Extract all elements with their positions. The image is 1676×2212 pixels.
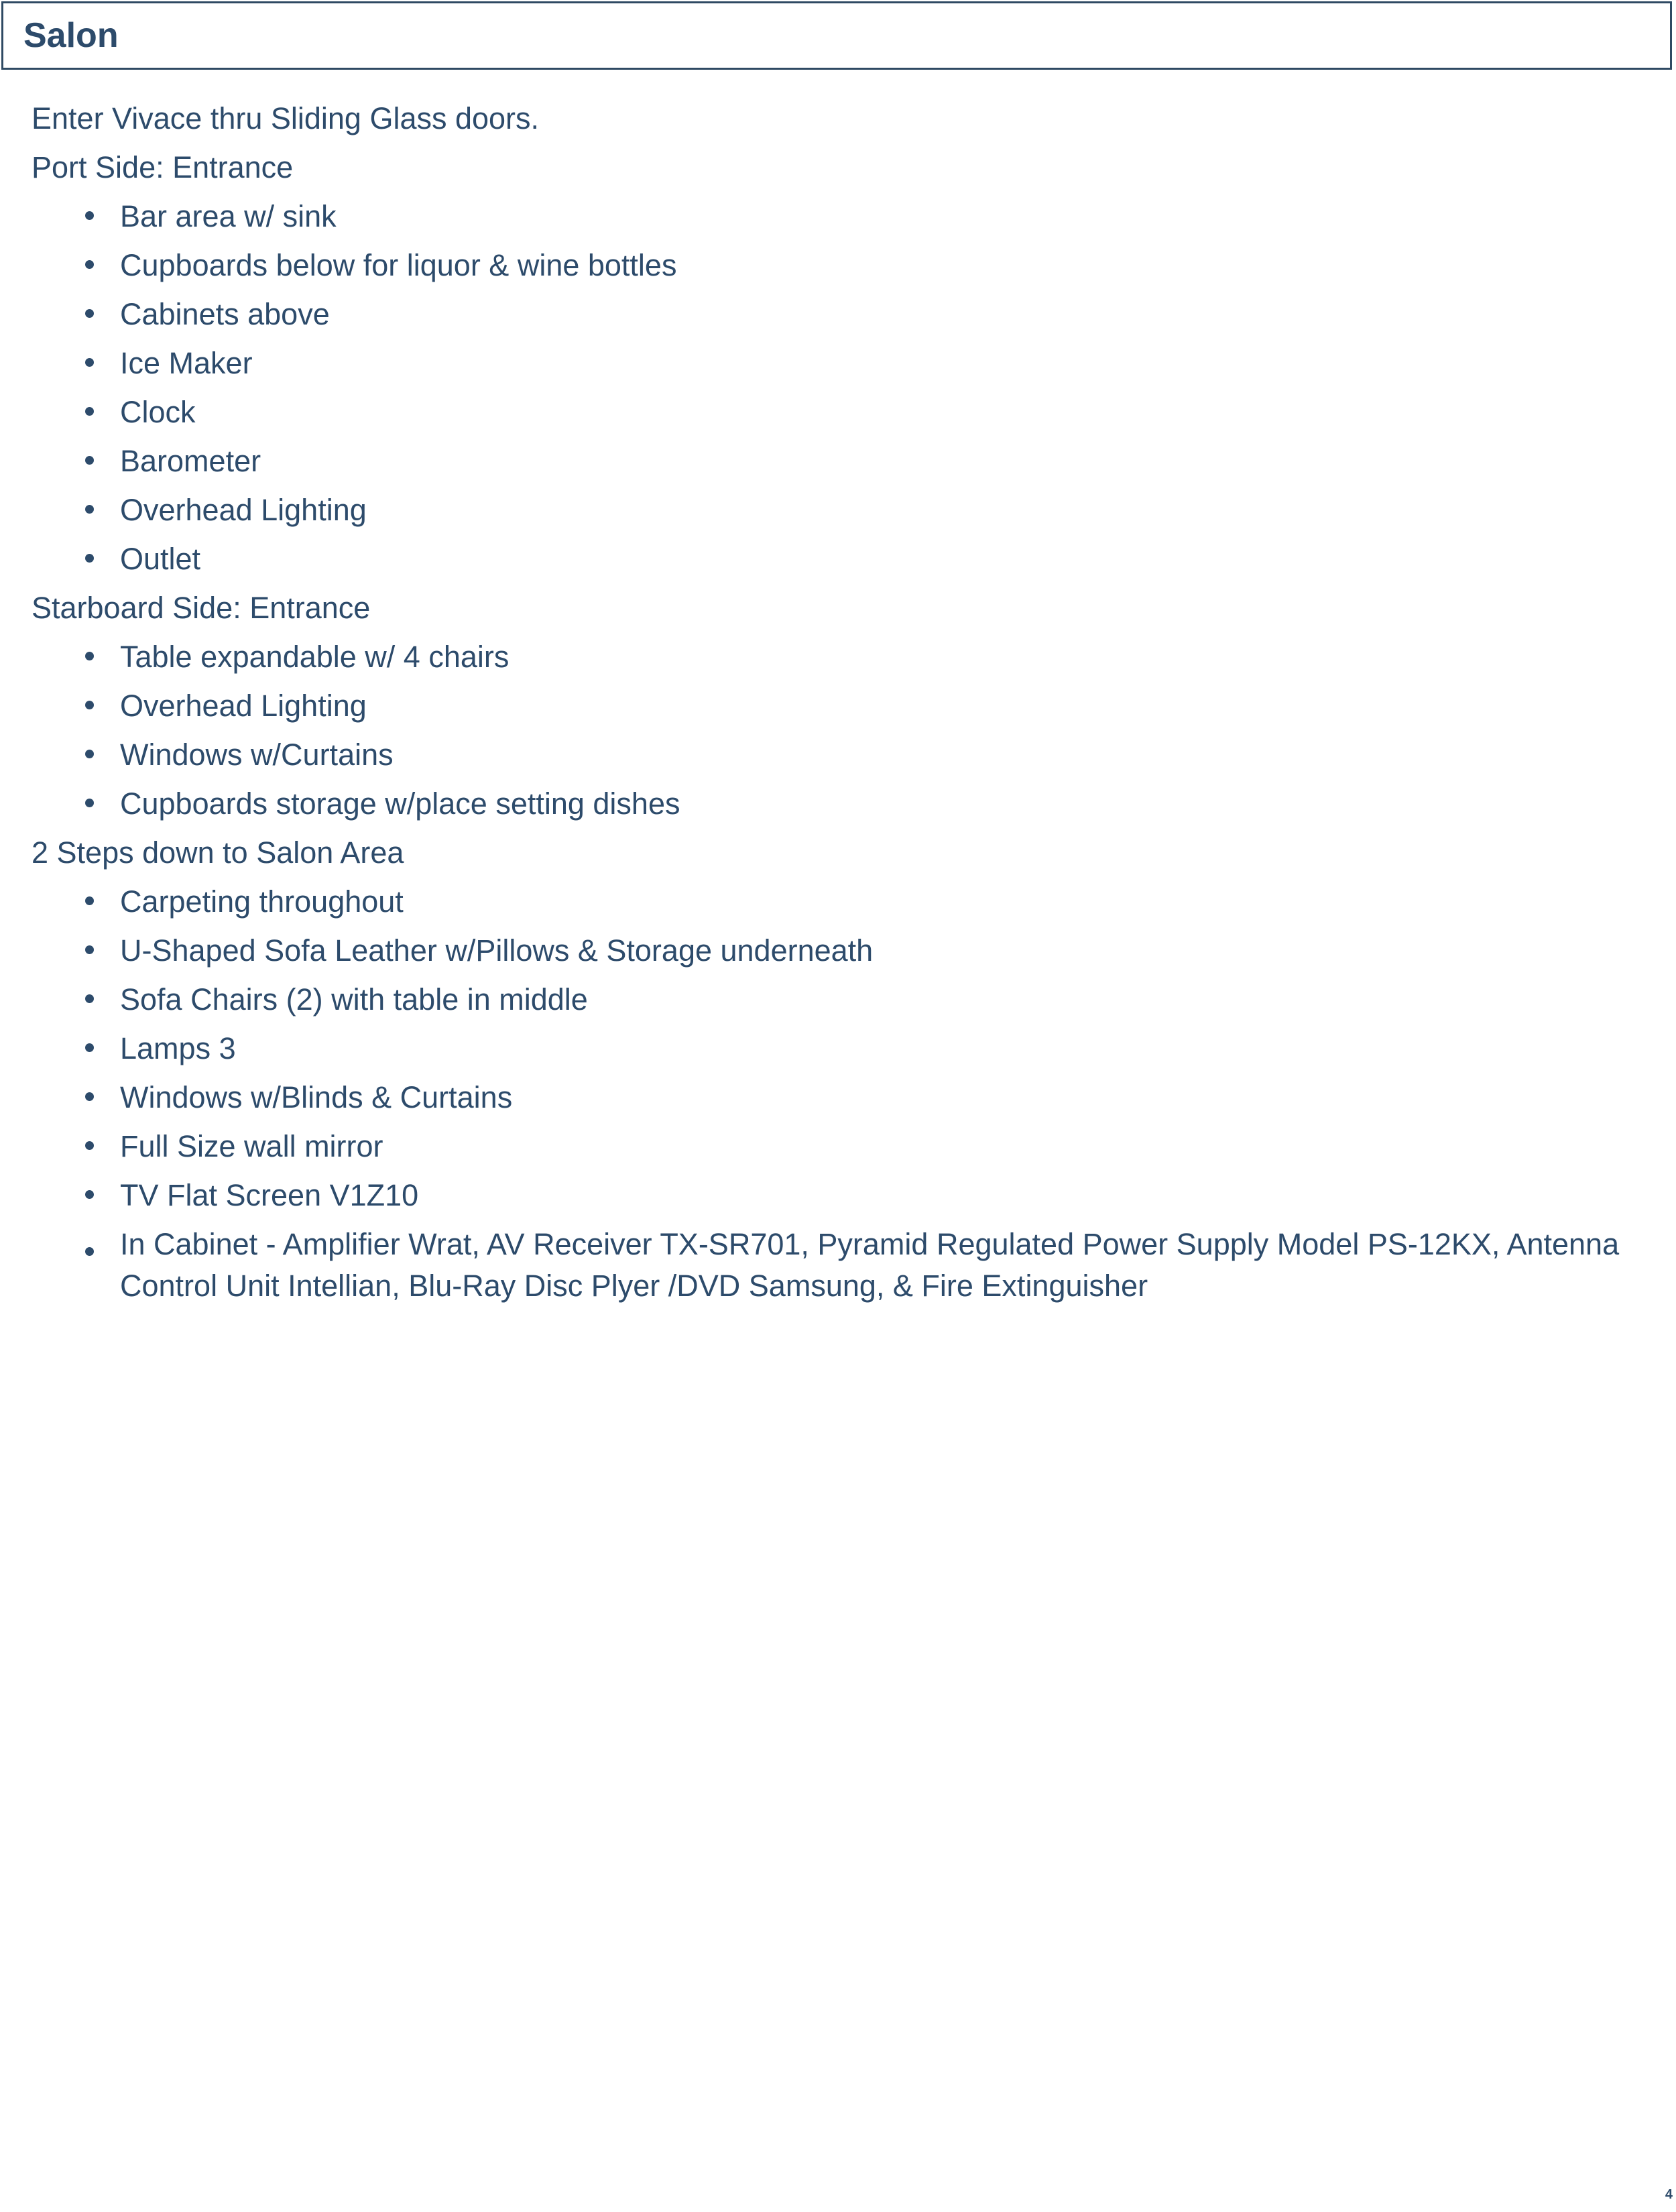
list-item: Windows w/Curtains (32, 730, 1640, 779)
section-title: Salon (23, 16, 119, 55)
starboard-side-list (32, 632, 1640, 828)
list-item: In Cabinet - Amplifier Wrat, AV Receiver TX-SR701, Pyramid Regulated Power Supply Model PS-12KX, Antenna Control Unit Intellian, Blu-Ray Disc Plyer /DVD Samsung, & Fire Extinguisher (32, 1220, 1640, 1307)
intro-text: Enter Vivace thru Sliding Glass doors. (32, 101, 540, 135)
list-item: Cabinets above (32, 290, 1640, 339)
bullet-icon (85, 1190, 94, 1199)
salon-area-list (32, 877, 1640, 1307)
list-item: Cupboards below for liquor & wine bottles (32, 241, 1640, 290)
bullet-icon (85, 309, 94, 318)
list-item: Overhead Lighting (32, 681, 1640, 730)
bullet-icon (85, 896, 94, 905)
list-item: Sofa Chairs (2) with table in middle (32, 975, 1640, 1024)
list-item: Overhead Lighting (32, 485, 1640, 534)
bullet-icon (85, 750, 94, 758)
bullet-icon (85, 1141, 94, 1150)
section-header (1, 1, 1672, 70)
list-item: Cupboards storage w/place setting dishes (32, 779, 1640, 828)
page-number: 4 (1665, 2187, 1673, 2202)
bullet-icon (85, 358, 94, 367)
bullet-icon (85, 456, 94, 465)
list-item: U-Shaped Sofa Leather w/Pillows & Storage underneath (32, 926, 1640, 975)
bullet-icon (85, 945, 94, 954)
list-item: TV Flat Screen V1Z10 (32, 1171, 1640, 1220)
bullet-icon (85, 554, 94, 563)
list-item: Carpeting throughout (32, 877, 1640, 926)
list-item: Full Size wall mirror (32, 1122, 1640, 1171)
list-item: Outlet (32, 534, 1640, 583)
bullet-icon (85, 1043, 94, 1052)
bullet-icon (85, 260, 94, 269)
bullet-icon (85, 799, 94, 807)
bullet-icon (85, 211, 94, 220)
bullet-icon (85, 701, 94, 709)
bullet-icon (85, 505, 94, 514)
list-item: Windows w/Blinds & Curtains (32, 1073, 1640, 1122)
group-heading-port: Port Side: Entrance (32, 150, 294, 184)
list-item: Ice Maker (32, 339, 1640, 388)
list-item: Lamps 3 (32, 1024, 1640, 1073)
list-item: Clock (32, 388, 1640, 436)
bullet-icon (85, 652, 94, 660)
port-side-list (32, 192, 1640, 583)
list-item: Barometer (32, 436, 1640, 485)
bullet-icon (85, 1092, 94, 1101)
group-heading-salon-area: 2 Steps down to Salon Area (32, 835, 404, 870)
bullet-icon (85, 407, 94, 416)
list-item: Bar area w/ sink (32, 192, 1640, 241)
bullet-icon (85, 1247, 94, 1256)
bullet-icon (85, 994, 94, 1003)
list-item: Table expandable w/ 4 chairs (32, 632, 1640, 681)
document-body (32, 94, 1640, 1307)
group-heading-starboard: Starboard Side: Entrance (32, 590, 371, 625)
